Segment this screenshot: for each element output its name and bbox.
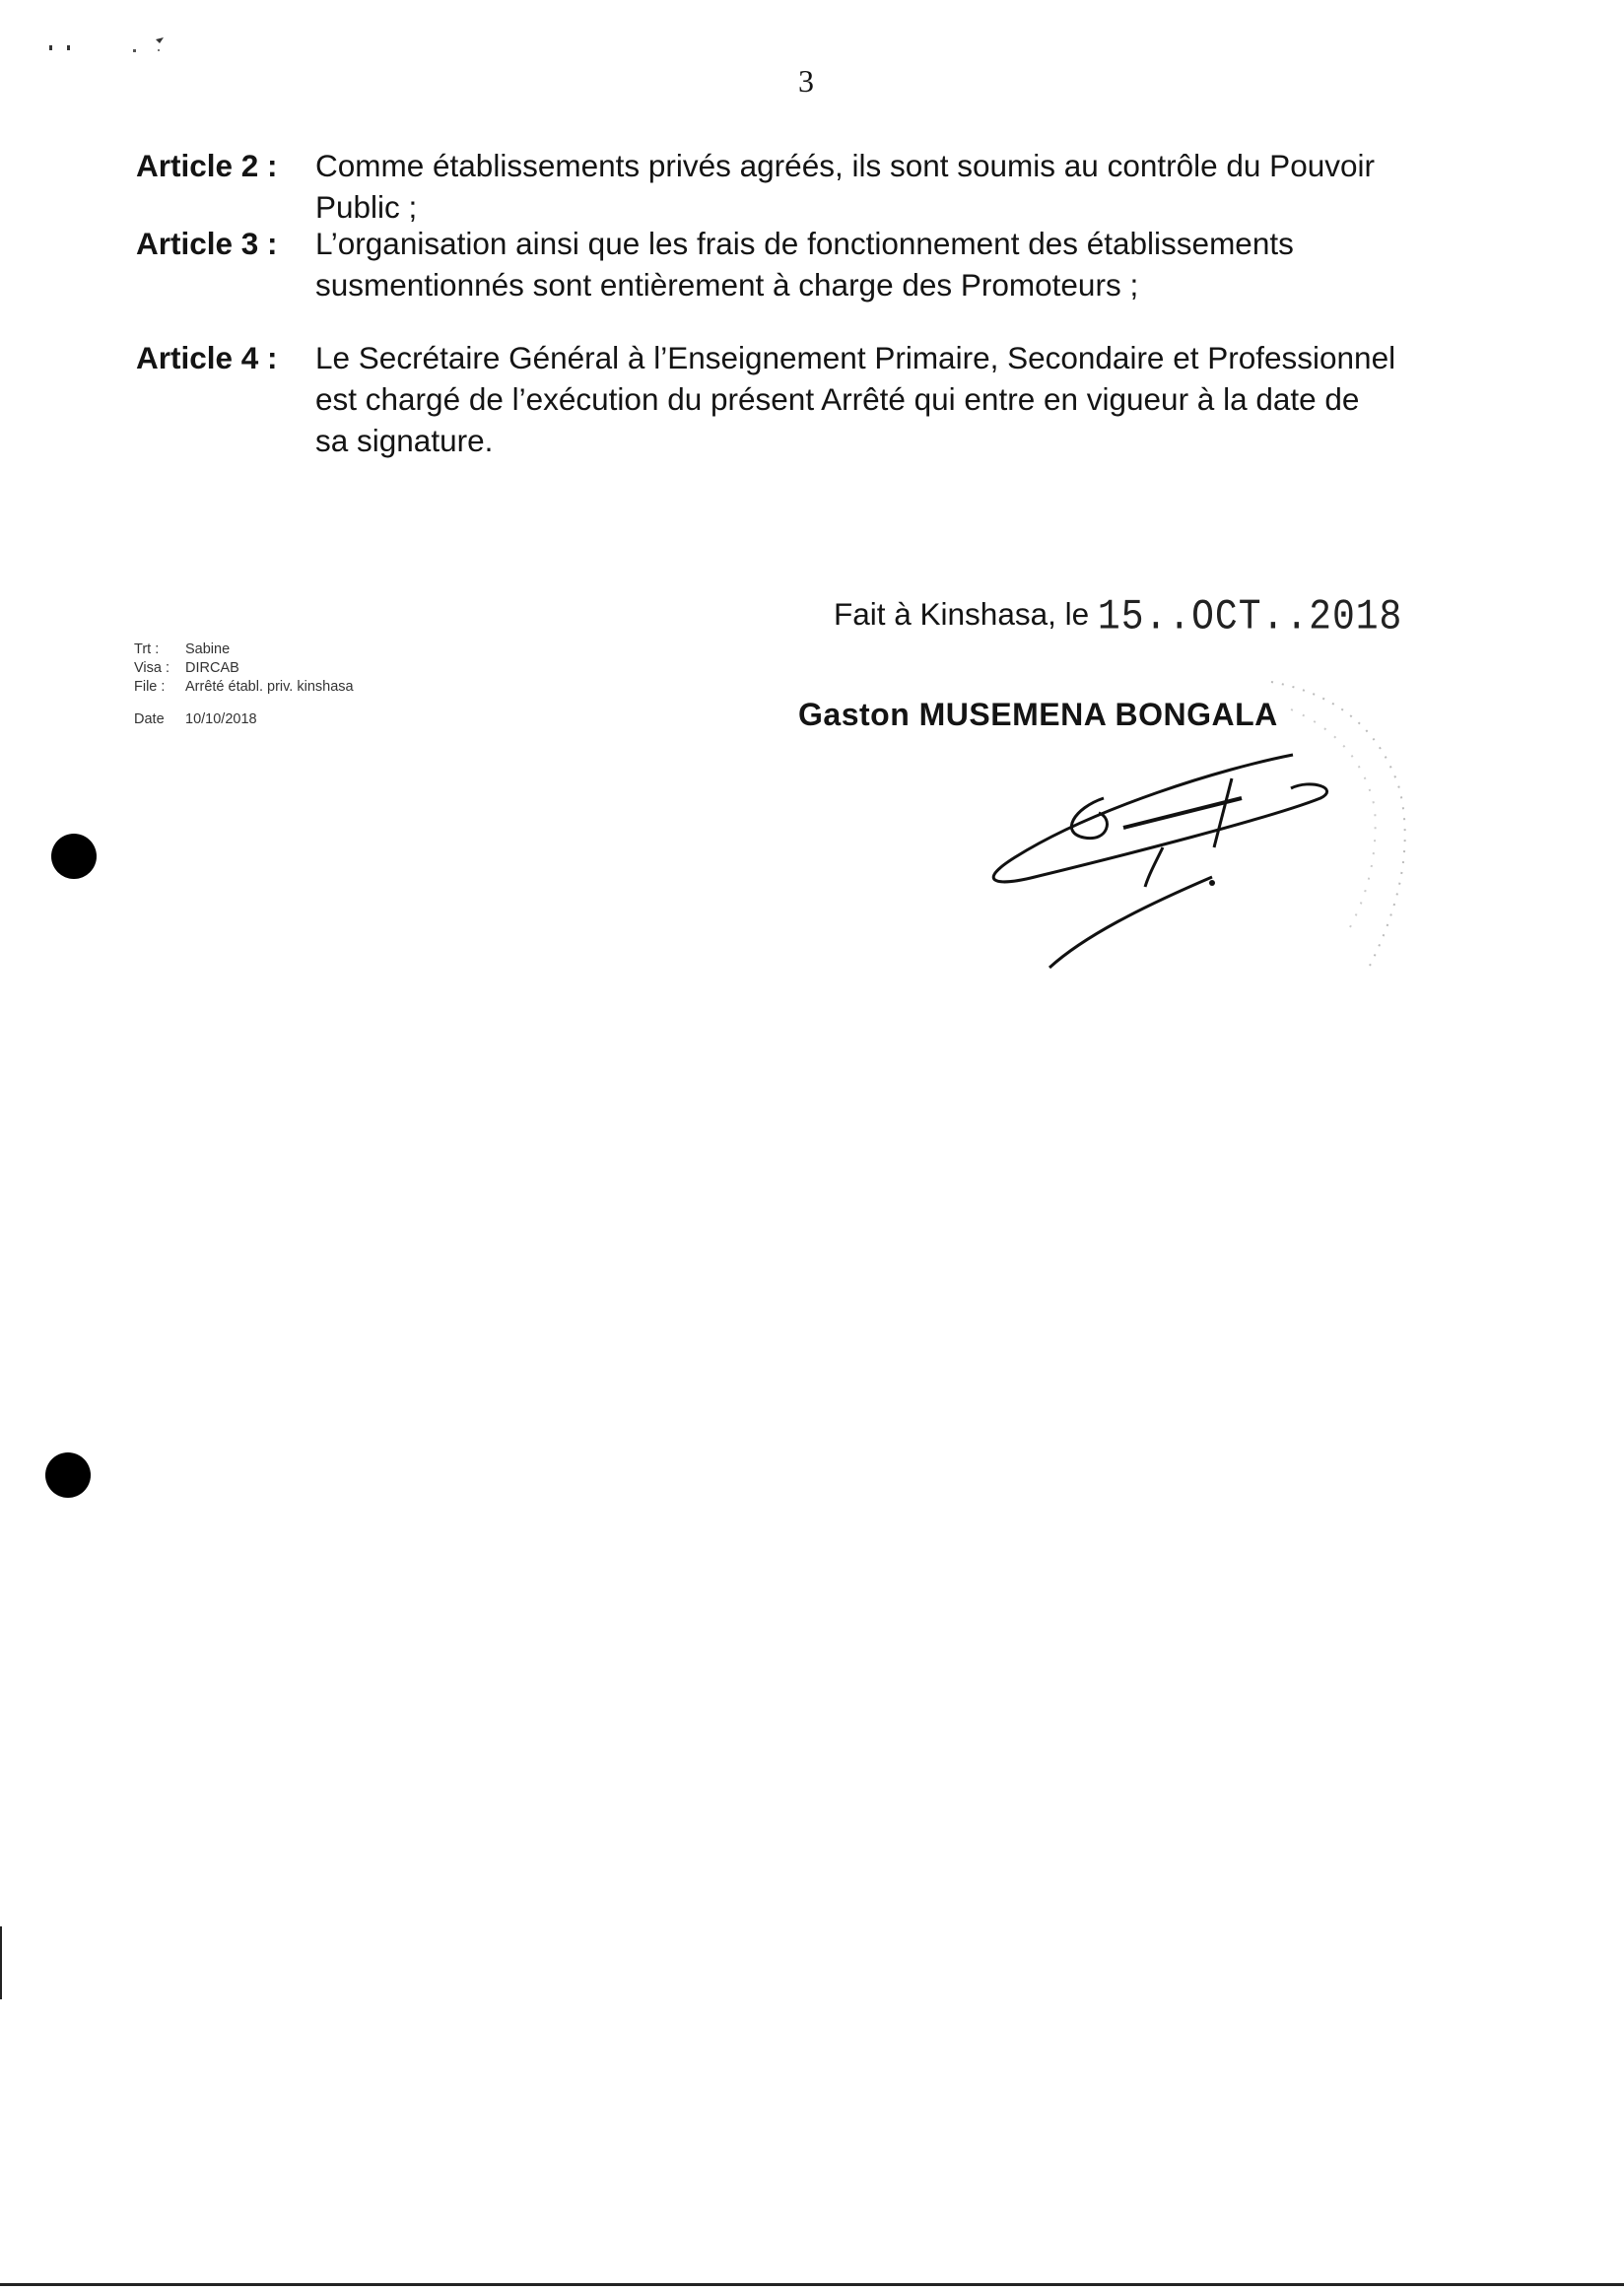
reference-trt: [134, 640, 354, 659]
article-line: est chargé de l’exécution du présent Arrêté qui entre en vigueur à la date de: [315, 381, 1360, 417]
bottom-rule: [0, 2283, 1624, 2286]
article-body: [311, 223, 1496, 305]
reference-label: Visa :: [134, 660, 170, 676]
article-body: [311, 145, 1496, 228]
punch-hole: [45, 1452, 91, 1498]
date-stamp: 15..OCT..2018: [1097, 592, 1403, 642]
article-line: sa signature.: [315, 423, 494, 458]
page-number: 3: [798, 63, 814, 99]
signatory-name: Gaston MUSEMENA BONGALA: [798, 697, 1278, 732]
reference-label: File :: [134, 679, 166, 695]
article-label: Article 4 :: [136, 340, 278, 375]
reference-visa: [134, 659, 354, 678]
reference-value: Sabine: [185, 641, 231, 657]
reference-label: Trt :: [134, 641, 160, 657]
reference-label: Date: [134, 711, 165, 727]
reference-date: [134, 710, 354, 729]
article-line: L’organisation ainsi que les frais de fonctionnement des établissements: [315, 226, 1294, 261]
reference-value: DIRCAB: [185, 660, 239, 676]
scan-edge-line: [0, 1926, 2, 1999]
article-2: [136, 145, 1496, 228]
place-text: Fait à Kinshasa, le: [834, 596, 1090, 632]
article-4: [136, 337, 1496, 461]
article-line: Le Secrétaire Général à l’Enseignement Primaire, Secondaire et Professionnel: [315, 340, 1396, 375]
article-line: susmentionnés sont entièrement à charge des Promoteurs ;: [315, 267, 1139, 303]
article-line: Comme établissements privés agréés, ils sont soumis au contrôle du Pouvoir: [315, 148, 1375, 183]
signature: [976, 739, 1350, 976]
article-label: Article 3 :: [136, 226, 278, 261]
punch-hole: [51, 834, 97, 879]
scan-specks: [39, 30, 177, 59]
reference-file: [134, 678, 354, 697]
place-and-date: [834, 592, 1403, 642]
article-body: [311, 337, 1496, 461]
reference-block: [134, 640, 354, 729]
article-label: Article 2 :: [136, 148, 278, 183]
article-line: Public ;: [315, 189, 418, 225]
reference-value: Arrêté établ. priv. kinshasa: [185, 679, 354, 695]
reference-value: 10/10/2018: [185, 711, 257, 727]
article-3: [136, 223, 1496, 305]
